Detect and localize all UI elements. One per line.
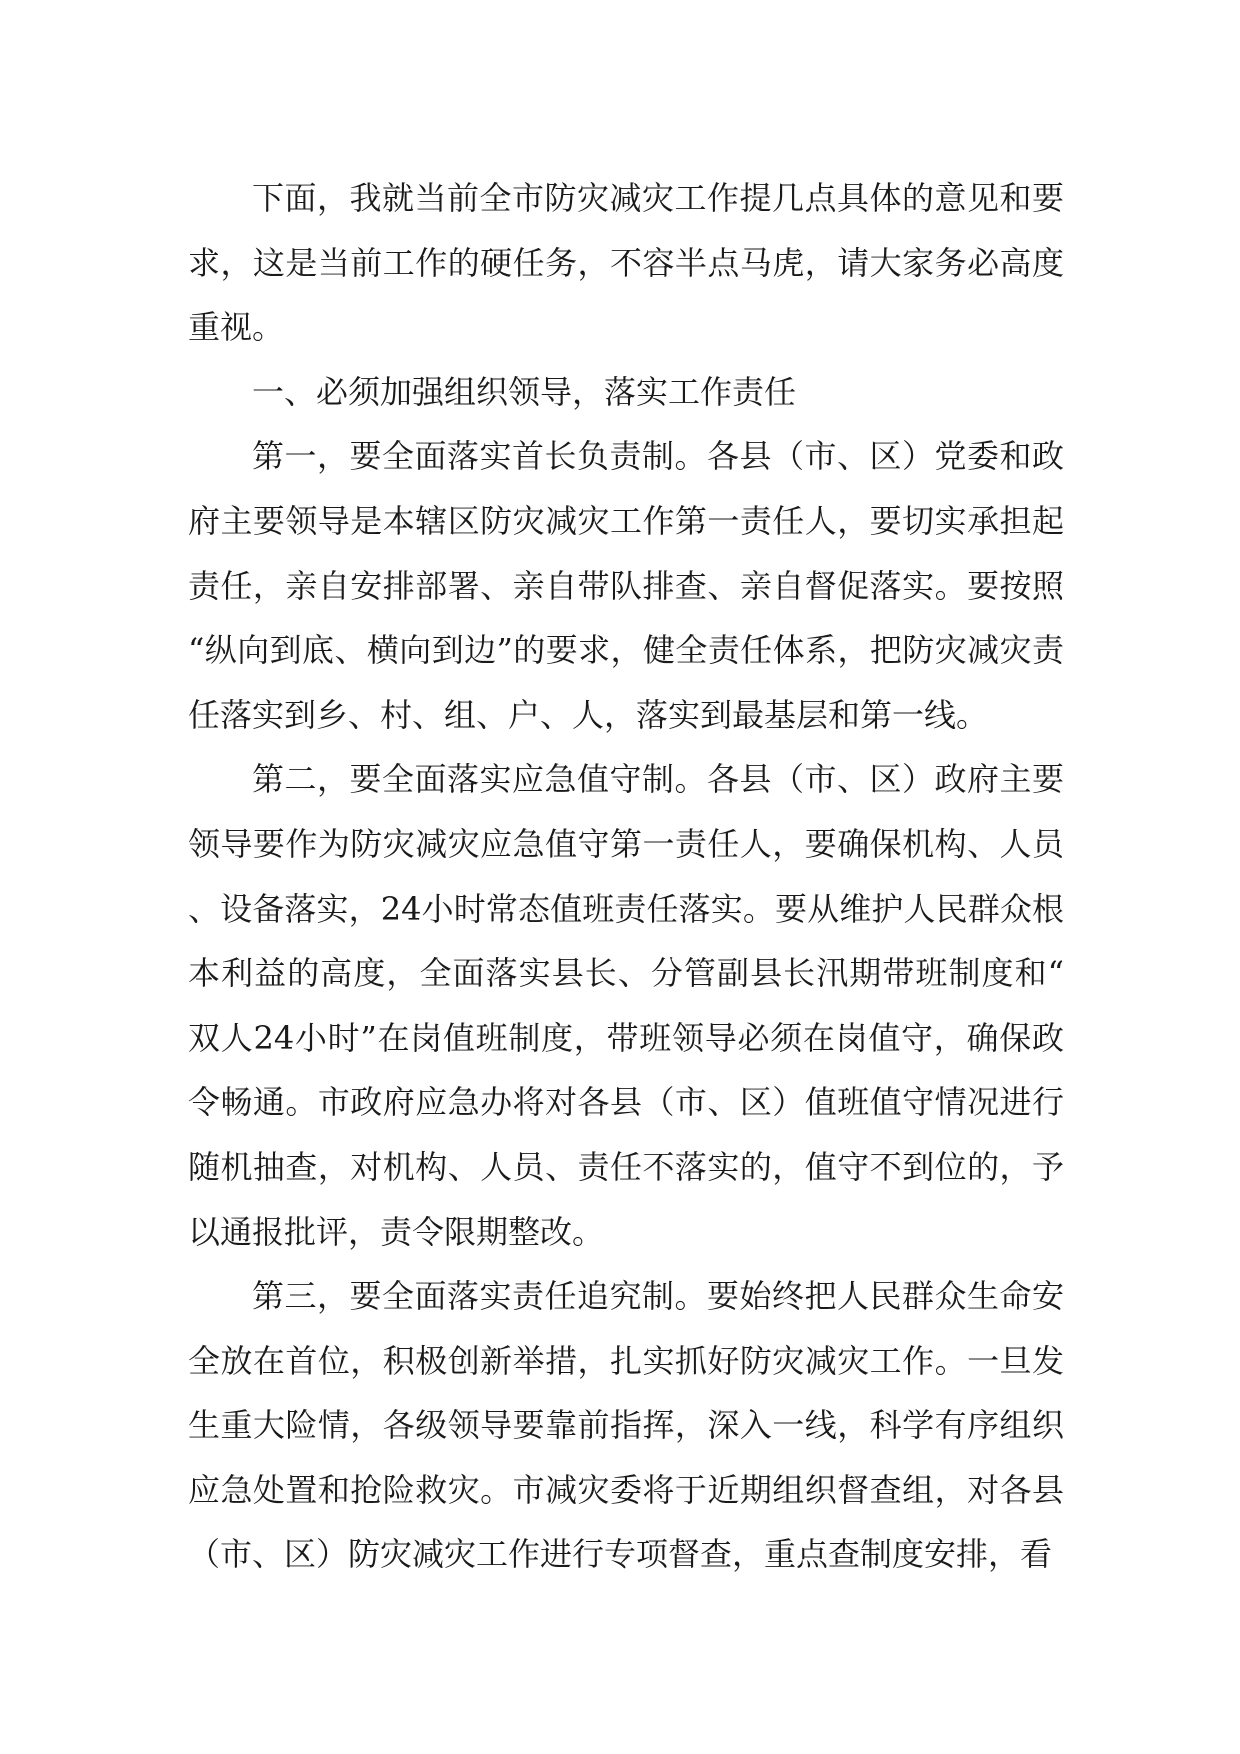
paragraph-third: 第三，要全面落实责任追究制。要始终把人民群众生命安全放在首位，积极创新举措，扎实抓好防灾减灾工作。一旦发生重大险情，各级领导要靠前指挥，深入一线，科学有序组织应急处置和抢险救灾。市减灾委将于近期组织督查组，对各县（市、区）防灾减灾工作进行专项督查，重点查制度安排，看 — [188, 1277, 1064, 1574]
document-body — [188, 166, 1064, 1587]
paragraph-first: 第一，要全面落实首长负责制。各县（市、区）党委和政府主要领导是本辖区防灾减灾工作第一责任人，要切实承担起责任，亲自安排部署、亲自带队排查、亲自督促落实。要按照“纵向到底、横向到边”的要求，健全责任体系，把防灾减灾责任落实到乡、村、组、户、人，落实到最基层和第一线。 — [188, 437, 1064, 734]
section-heading-1: 一、必须加强组织领导，落实工作责任 — [252, 372, 797, 411]
paragraph-intro: 下面，我就当前全市防灾减灾工作提几点具体的意见和要求，这是当前工作的硬任务，不容半点马虎，请大家务必高度重视。 — [188, 179, 1064, 347]
paragraph-second: 第二，要全面落实应急值守制。各县（市、区）政府主要领导要作为防灾减灾应急值守第一责任人，要确保机构、人员、设备落实，24小时常态值班责任落实。要从维护人民群众根本利益的高度，全面落实县长、分管副县长汛期带班制度和“双人24小时”在岗值班制度，带班领导必须在岗值守，确保政令畅通。市政府应急办将对各县（市、区）值班值守情况进行随机抽查，对机构、人员、责任不落实的，值守不到位的，予以通报批评，责令限期整改。 — [188, 760, 1064, 1251]
